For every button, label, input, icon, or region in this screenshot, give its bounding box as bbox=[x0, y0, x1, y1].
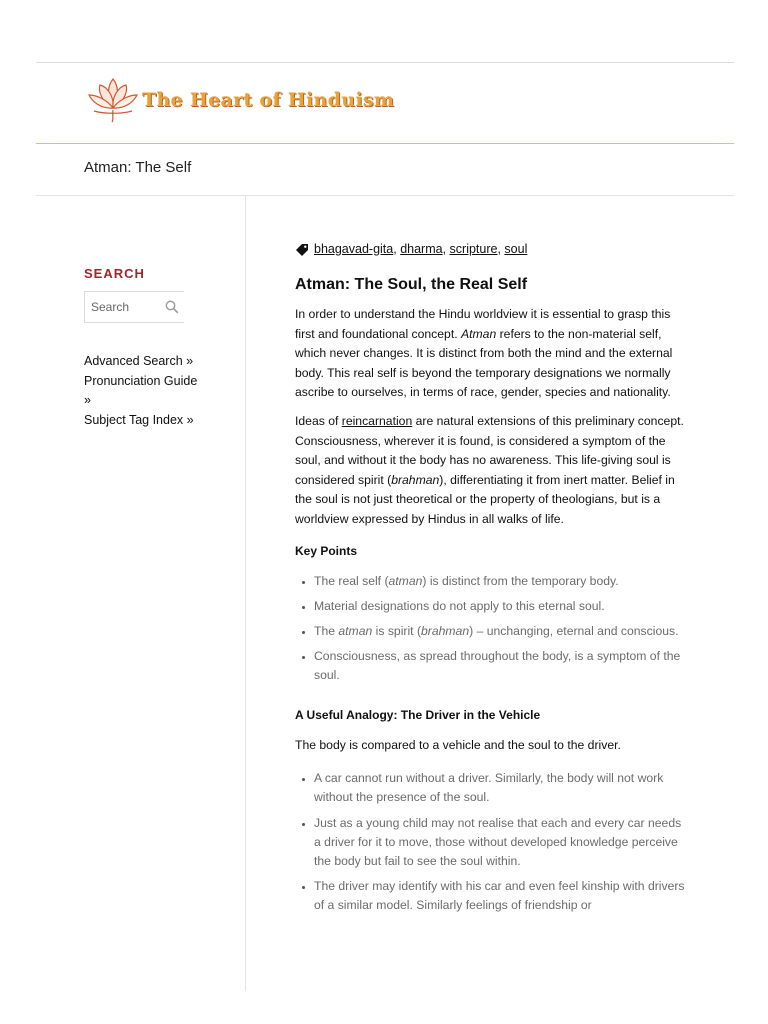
analogy-list bbox=[295, 769, 687, 915]
tag-list: bhagavad-gita , dharma , scripture , soul bbox=[295, 240, 687, 257]
list-item: • The driver may identify with his car and even feel kinship with drivers of a similar model. Similarly feelings of friendship or bbox=[314, 877, 687, 915]
search-icon[interactable] bbox=[160, 295, 184, 319]
search-input[interactable] bbox=[91, 300, 153, 314]
advanced-search-link[interactable]: Advanced Search » bbox=[84, 354, 194, 368]
sidebar-link-item bbox=[84, 372, 204, 411]
sidebar-link-item bbox=[84, 352, 204, 372]
list-item: • Material designations do not apply to this eternal soul. bbox=[314, 597, 687, 616]
reincarnation-paragraph: Ideas of reincarnation are natural extensions of this preliminary concept. Consciousness, wherever it is found, is considered a symptom of the soul, and without it the body has no awareness. This life-giving soul is considered spirit (brahman), differentiating it from inert matter. Belief in the soul is not just theoretical or the property of theologians, but is a worldview expressed by Hindus in all walks of life. bbox=[295, 413, 684, 526]
analogy-intro: The body is compared to a vehicle and the soul to the driver. bbox=[295, 737, 621, 752]
tag-icon bbox=[295, 243, 309, 257]
analogy-heading: A Useful Analogy: The Driver in the Vehicle bbox=[295, 707, 541, 722]
reincarnation-link[interactable]: reincarnation bbox=[341, 413, 413, 428]
tag-link[interactable]: dharma bbox=[400, 241, 443, 256]
search-heading: SEARCH bbox=[84, 266, 145, 281]
page-title: Atman: The Self bbox=[84, 159, 192, 176]
site-logo[interactable] bbox=[86, 77, 394, 123]
page-wrapper bbox=[36, 0, 734, 1024]
top-divider bbox=[36, 62, 734, 63]
intro-paragraph: In order to understand the Hindu worldview it is essential to grasp this first and foundational concept. Atman refers to the non-material self, which never changes. It is distinct from both the mind and the external body. This real self is beyond the temporary designations we normally ascribe to ourselves, in terms of race, gender, species and nationality. bbox=[295, 307, 673, 400]
tag-link[interactable]: scripture bbox=[449, 241, 498, 256]
pronunciation-guide-link[interactable]: Pronunciation Guide » bbox=[84, 373, 198, 407]
key-points-heading: Key Points bbox=[295, 543, 358, 558]
tag-link[interactable]: bhagavad-gita bbox=[314, 241, 394, 256]
search-form bbox=[84, 291, 184, 323]
header-gold-divider bbox=[36, 143, 734, 144]
sidebar bbox=[84, 266, 234, 430]
list-item: • Consciousness, as spread throughout the body, is a symptom of the soul. bbox=[314, 647, 687, 685]
lotus-icon bbox=[86, 77, 140, 123]
title-divider bbox=[36, 195, 734, 196]
tag-link[interactable]: soul bbox=[504, 241, 528, 256]
list-item: • The atman is spirit (brahman) – unchanging, eternal and conscious. bbox=[314, 622, 687, 641]
sidebar-links bbox=[84, 352, 234, 430]
article-title: Atman: The Soul, the Real Self bbox=[295, 276, 528, 293]
article bbox=[295, 240, 687, 926]
sidebar-link-item bbox=[84, 411, 204, 431]
list-item: • A car cannot run without a driver. Similarly, the body will not work without the presence of the soul. bbox=[314, 769, 687, 807]
site-logo-text: The Heart of Hinduism bbox=[142, 89, 395, 111]
key-points-list bbox=[295, 572, 687, 686]
list-item: • Just as a young child may not realise that each and every car needs a driver for it to move, those without developed knowledge perceive the body but fail to see the soul within. bbox=[314, 814, 687, 872]
sidebar-divider bbox=[245, 196, 246, 991]
subject-tag-index-link[interactable]: Subject Tag Index » bbox=[84, 412, 194, 427]
list-item: • The real self (atman) is distinct from the temporary body. bbox=[314, 572, 687, 591]
